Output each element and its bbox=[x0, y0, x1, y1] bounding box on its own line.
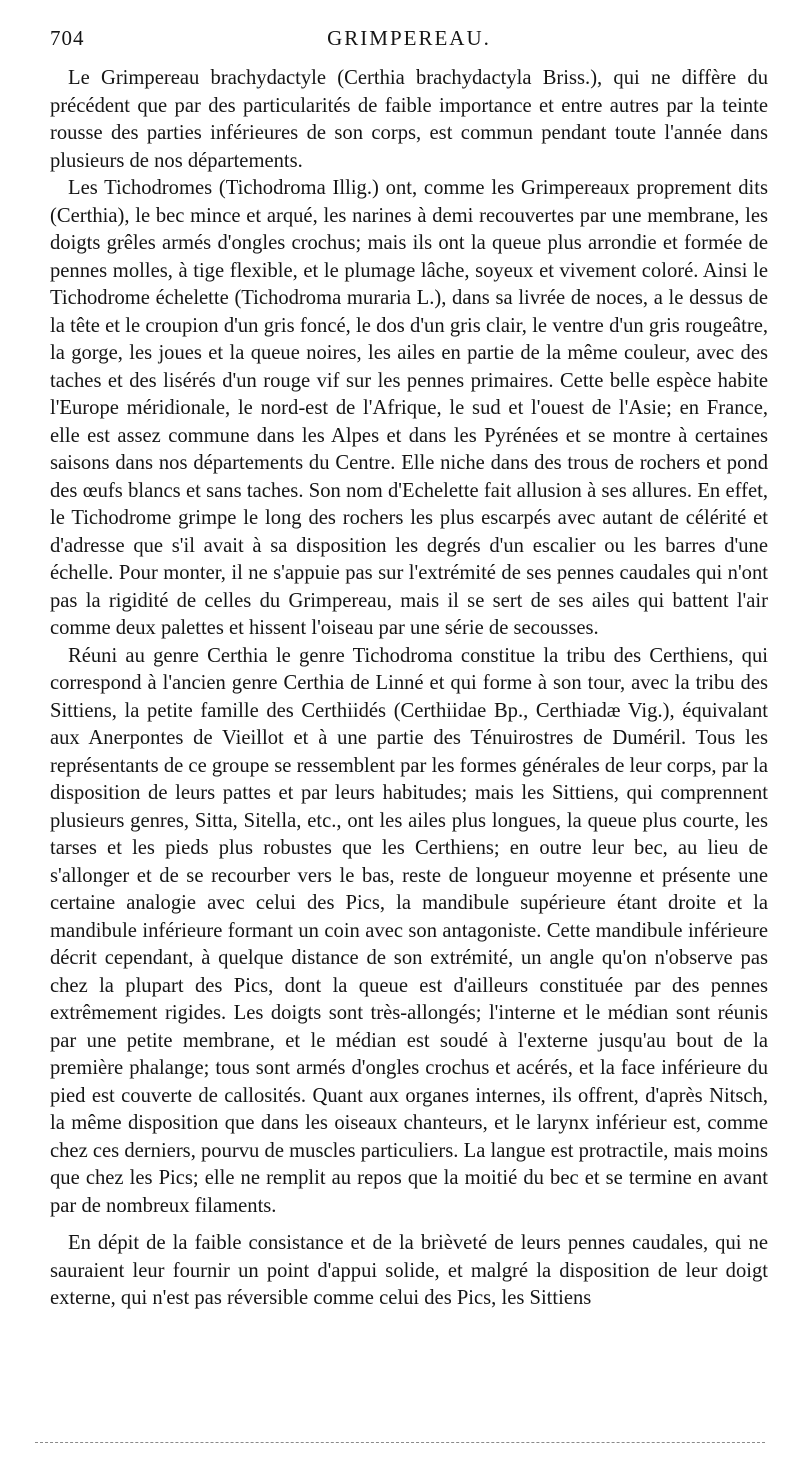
page-number: 704 bbox=[50, 26, 85, 50]
paragraph-sittiens: En dépit de la faible consistance et de la brièveté de leurs pennes caudales, qui ne sauraient leur fournir un point d'appui solide, et malgré la disposition de leur doigt externe, qui n'est pas réversible comme celui des Pics, les Sittiens bbox=[50, 1232, 768, 1309]
running-head bbox=[50, 26, 768, 56]
footer-dashed-rule bbox=[35, 1442, 765, 1443]
running-title: GRIMPEREAU. bbox=[327, 26, 491, 50]
paragraph-tichodromes: Les Tichodromes (Tichodroma Illig.) ont, comme les Grimpereaux proprement dits (Certhia), le bec mince et arqué, les narines à demi recouvertes par une membrane, les doigts grêles armés d'ongles crochus; mais ils ont la queue plus arrondie et formée de pennes molles, à tige flexible, et le plumage lâche, soyeux et vivement coloré. Ainsi le Tichodrome échelette (Tichodroma muraria L.), dans sa livrée de noces, a le dessus de la tête et le croupion d'un gris foncé, le dos d'un gris clair, le ventre d'un gris rougeâtre, la gorge, les joues et la queue noires, les ailes en partie de la même couleur, avec des taches et des lisérés d'un rouge vif sur les pennes primaires. Cette belle espèce habite l'Europe méridionale, le nord-est de l'Afrique, le sud et l'ouest de l'Asie; en France, elle est assez commune dans les Alpes et dans les Pyrénées et se montre à certaines saisons dans nos départements du Centre. Elle niche dans des trous de rochers et pond des œufs blancs et sans taches. Son nom d'Echelette fait allusion à ses allures. En effet, le Tichodrome grimpe le long des rochers les plus escarpés avec autant de célérité et d'adresse que s'il avait à sa disposition les degrés d'un escalier ou les barres d'une échelle. Pour monter, il ne s'appuie pas sur l'extrémité de ses pennes caudales qui n'ont pas la rigidité de celles du Grimpereau, mais il se sert de ses ailes qui battent l'air comme deux palettes et hissent l'oiseau par une série de secousses. bbox=[50, 177, 768, 639]
paragraph-certhiens: Réuni au genre Certhia le genre Tichodroma constitue la tribu des Certhiens, qui correspond à l'ancien genre Certhia de Linné et qui forme à son tour, avec la tribu des Sittiens, la petite famille des Certhiidés (Certhiidae Bp., Certhiadæ Vig.), équivalant aux Anerpontes de Vieillot et à une partie des Ténuirostres de Duméril. Tous les représentants de ce groupe se ressemblent par les formes générales de leur corps, par la disposition de leurs pattes et par leurs habitudes; mais les Sittiens, qui comprennent plusieurs genres, Sitta, Sitella, etc., ont les ailes plus longues, la queue plus courte, les tarses et les pieds plus robustes que les Certhiens; en outre leur bec, au lieu de s'allonger et de se recourber vers le bas, reste de longueur moyenne et présente une certaine analogie avec celui des Pics, la mandibule supérieure étant droite et la mandibule inférieure formant un coin avec son antagoniste. Cette mandibule inférieure décrit cependant, à quelque distance de son extrémité, un angle qu'on n'observe pas chez la plupart des Pics, dont la queue est d'ailleurs constituée par des pennes extrêmement rigides. Les doigts sont très-allongés; l'interne et le médian sont réunis par une petite membrane, et le médian est soudé à l'externe jusqu'au bout de la première phalange; tous sont armés d'ongles crochus et acérés, et la face inférieure du pied est couverte de callosités. Quant aux organes internes, ils offrent, d'après Nitsch, la même disposition que dans les oiseaux chanteurs, et le larynx inférieur est, comme chez ces derniers, pourvu de muscles particuliers. La langue est protractile, mais moins que chez les Pics; elle ne remplit au repos que la moitié du bec et se termine en avant par de nombreux filaments. bbox=[50, 644, 768, 1217]
body-text bbox=[50, 65, 768, 1313]
paragraph-brachydactyle: Le Grimpereau brachydactyle (Certhia brachydactyla Briss.), qui ne diffère du précédent que par des particularités de faible importance et entre autres par la teinte rousse des parties inférieures de son corps, est commun pendant toute l'année dans plusieurs de nos départements. bbox=[50, 67, 768, 172]
